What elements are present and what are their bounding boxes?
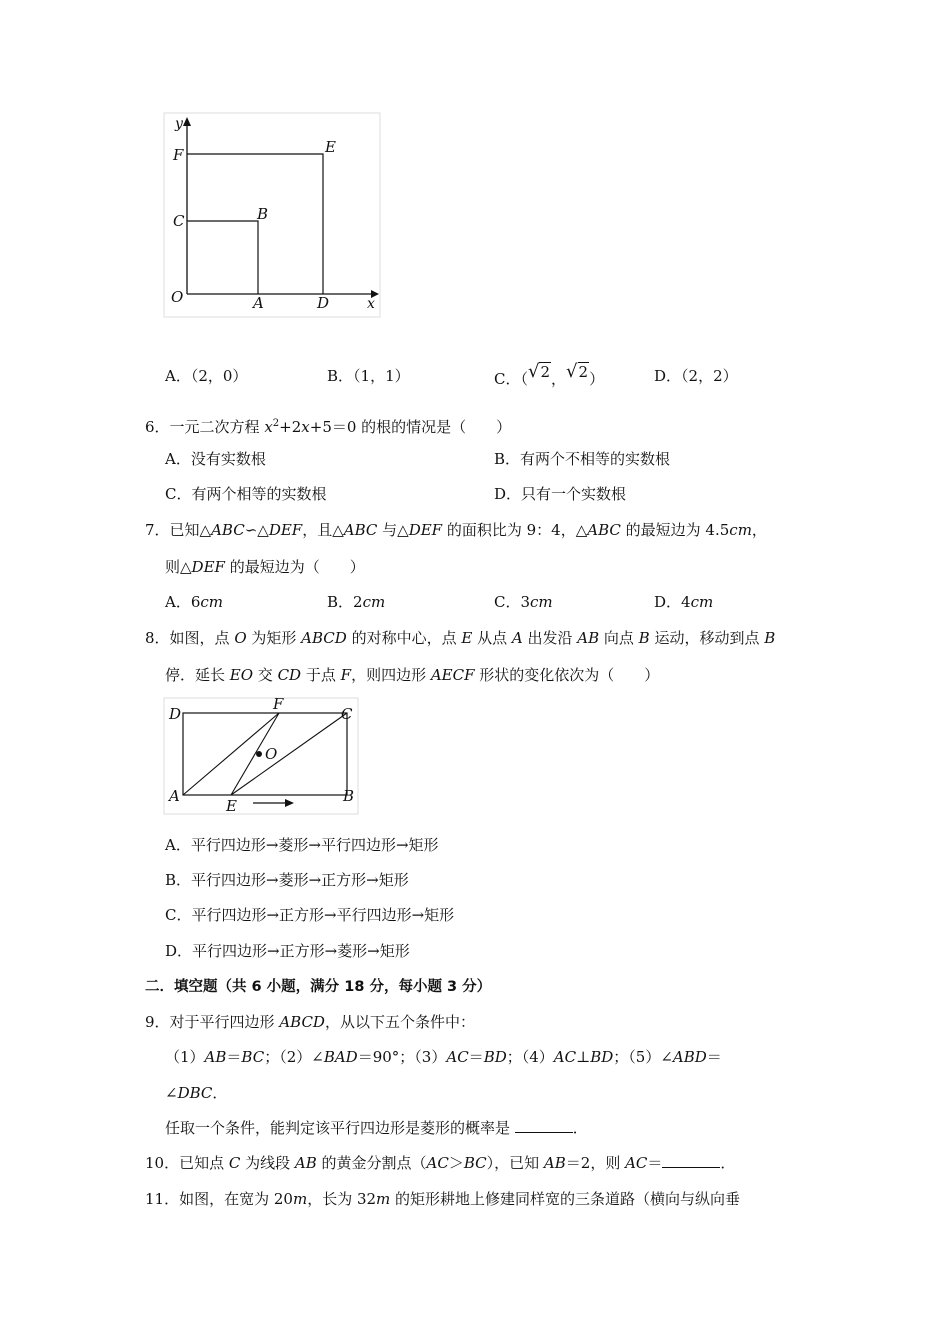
q5-option-c[interactable] [494,358,604,393]
fig8-label-A: A [169,787,180,805]
q8-option-d[interactable]: D．平行四边形→正方形→菱形→矩形 [165,942,410,960]
q6-stem: 6．一元二次方程 $x^2+2x+5=0$ 的根的情况是（ ） [145,418,512,436]
q9-condition-5-cont: ∠DBC． [165,1084,228,1102]
fig5-label-B: B [257,205,269,223]
fig8-label-F: F [273,697,284,713]
q9-answer-blank[interactable] [515,1118,573,1133]
q7-option-d[interactable]: D．4cm [654,593,714,611]
fig8-label-D: D [169,705,182,723]
q8-stem-line1: 8．如图，点 O 为矩形 ABCD 的对称中心，点 E 从点 A 出发沿 AB 向点 B 运动，移动到点 B [145,629,776,647]
q5-c-sep: ， [551,370,567,388]
q6-option-d[interactable]: D．只有一个实数根 [494,485,627,503]
q5-c-suffix: ） [589,370,605,388]
sqrt-symbol-2: √2 [566,361,589,382]
q5-option-b[interactable]: B．（1，1） [327,367,410,385]
q9-question: 任取一个条件，能判定该平行四边形是菱形的概率是 ． [165,1119,588,1137]
q11-stem: 11．如图，在宽为 20m，长为 32m 的矩形耕地上修建同样宽的三条道路（横向与纵向垂 [145,1190,741,1208]
fig5-label-E: E [325,138,336,156]
fig5-y-label: y [175,116,183,132]
q8-option-b[interactable]: B．平行四边形→菱形→正方形→矩形 [165,871,409,889]
fig5-label-C: C [173,212,185,230]
fig5-label-D: D [317,294,330,312]
q7-option-b[interactable]: B．2cm [327,593,386,611]
fig5-label-A: A [253,294,264,312]
q10-answer-blank[interactable] [662,1153,720,1168]
q7-stem-line1: 7．已知△ABC∽△DEF，且△ABC 与△DEF 的面积比为 9：4，△ABC 的最短边为 4.5cm， [145,521,767,539]
fig8-label-B: B [343,787,355,805]
fig5-x-label: x [367,296,375,312]
section-heading-fill-blank: 二．填空题（共 6 小题，满分 18 分，每小题 3 分） [145,979,492,995]
sqrt-symbol-1: √2 [527,361,551,382]
q9-stem-line1: 9．对于平行四边形 ABCD，从以下五个条件中： [145,1013,475,1031]
fig8-label-C: C [341,705,353,723]
fig8-label-E: E [226,797,237,815]
q5-c-prefix: C．（ [494,370,528,388]
q8-option-a[interactable]: A．平行四边形→菱形→平行四边形→矩形 [165,836,439,854]
q7-option-c[interactable]: C．3cm [494,593,553,611]
coordinate-figure [163,112,383,322]
rectangle-figure [163,697,363,817]
q6-option-a[interactable]: A．没有实数根 [165,450,266,468]
q8-option-c[interactable]: C．平行四边形→正方形→平行四边形→矩形 [165,906,455,924]
q9-conditions: （1）AB＝BC；（2）∠BAD＝90°；（3）AC＝BD；（4）AC⊥BD；（5）∠ABD＝ [165,1048,722,1066]
q7-stem-line2: 则△DEF 的最短边为（ ） [165,558,365,576]
q6-option-b[interactable]: B．有两个不相等的实数根 [494,450,671,468]
fig5-label-F: F [173,146,184,164]
q5-option-a[interactable]: A．（2，0） [165,367,248,385]
fig5-label-O: O [171,288,184,306]
fig8-label-O: O [265,745,278,763]
q8-stem-line2: 停．延长 EO 交 CD 于点 F，则四边形 AECF 形状的变化依次为（ ） [165,666,660,684]
q5-option-d[interactable]: D．（2，2） [654,367,738,385]
q6-option-c[interactable]: C．有两个相等的实数根 [165,485,327,503]
q7-option-a[interactable]: A．6cm [165,593,224,611]
q10-stem: 10．已知点 C 为线段 AB 的黄金分割点（AC＞BC），已知 AB＝2，则 AC＝ ． [145,1154,736,1172]
